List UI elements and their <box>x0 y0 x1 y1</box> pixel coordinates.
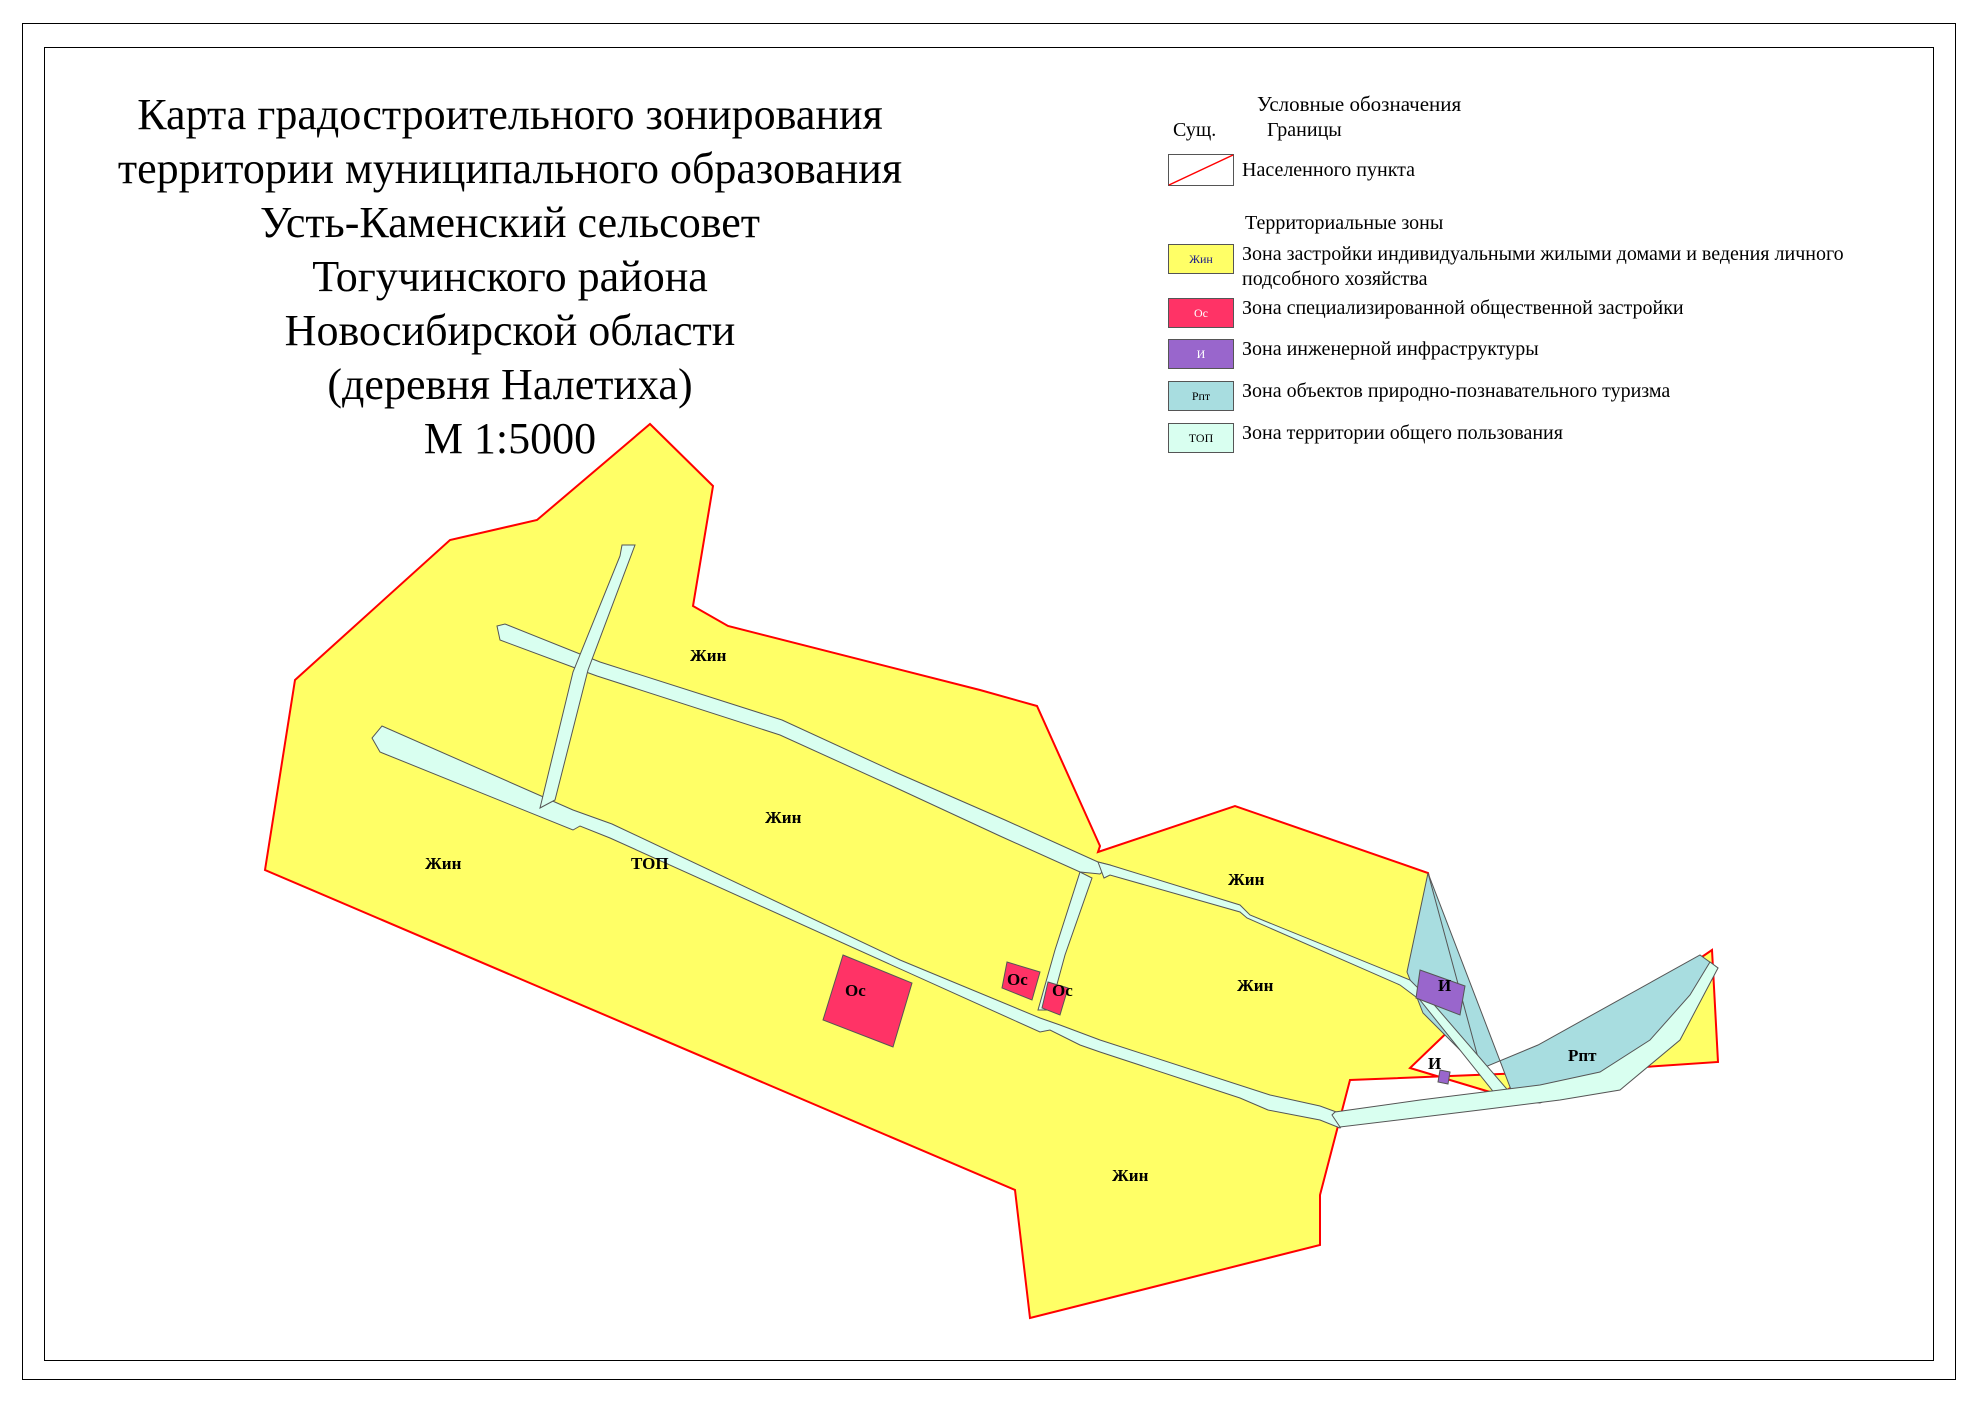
title-line-4: Тогучинского района <box>312 252 708 301</box>
label-rpt: Рпт <box>1568 1046 1597 1065</box>
label-i-1: И <box>1438 976 1452 995</box>
legend-zone-os-text: Зона специализированной общественной застройки <box>1242 297 1684 319</box>
label-zhin-2: Жин <box>765 808 802 827</box>
legend-row-zone-os <box>1168 298 1684 328</box>
label-zhin-6: Жин <box>1112 1166 1149 1185</box>
title-line-5: Новосибирской области <box>284 306 736 355</box>
legend-zones-heading: Территориальные зоны <box>1245 212 1444 234</box>
title-line-1: Карта градостроительного зонирования <box>137 90 883 139</box>
swatch-top: ТОП <box>1168 423 1234 453</box>
legend-zone-i-text: Зона инженерной инфраструктуры <box>1242 338 1539 360</box>
legend-zone-top-text: Зона территории общего пользования <box>1242 422 1563 444</box>
label-os-1: Ос <box>845 981 866 1000</box>
legend-zone-rpt-text: Зона объектов природно-познавательного туризма <box>1242 380 1671 402</box>
label-zhin-4: Жин <box>1228 870 1265 889</box>
legend-row-zone-rpt <box>1168 381 1670 411</box>
swatch-i: И <box>1168 339 1234 369</box>
label-zhin-1: Жин <box>690 646 727 665</box>
title-line-3: Усть-Каменский сельсовет <box>260 198 760 247</box>
tourism-zone <box>1428 873 1718 1103</box>
title-line-7: М 1:5000 <box>423 414 597 463</box>
swatch-rpt: Рпт <box>1168 381 1234 411</box>
label-top: ТОП <box>631 854 669 873</box>
legend-settlement-boundary-text: Населенного пункта <box>1242 159 1416 181</box>
boundary-swatch <box>1168 154 1234 186</box>
legend-heading: Условные обозначения <box>1257 92 1462 116</box>
label-i-2: И <box>1428 1054 1442 1073</box>
legend-existing-label: Сущ. <box>1173 119 1217 141</box>
label-zhin-5: Жин <box>1237 976 1274 995</box>
legend-row-settlement-boundary <box>1168 154 1415 186</box>
legend-zone-zhin-text: Зона застройки индивидуальными жилыми домами и ведения личного подсобного хозяйства <box>1242 243 1844 290</box>
legend-row-zone-top <box>1168 423 1563 453</box>
title-line-2: территории муниципального образования <box>117 144 903 193</box>
swatch-os: Ос <box>1168 298 1234 328</box>
label-os-3: Ос <box>1052 981 1073 1000</box>
legend-row-zone-i <box>1168 339 1539 369</box>
title-line-6: (деревня Налетиха) <box>327 360 693 409</box>
legend-row-zone-zhin <box>1168 244 1942 292</box>
legend-boundaries-label: Границы <box>1267 119 1342 141</box>
label-os-2: Ос <box>1007 970 1028 989</box>
settlement-boundary <box>265 424 1718 1318</box>
map-title <box>60 88 960 466</box>
swatch-zhin: Жин <box>1168 244 1234 274</box>
label-zhin-3: Жин <box>425 854 462 873</box>
